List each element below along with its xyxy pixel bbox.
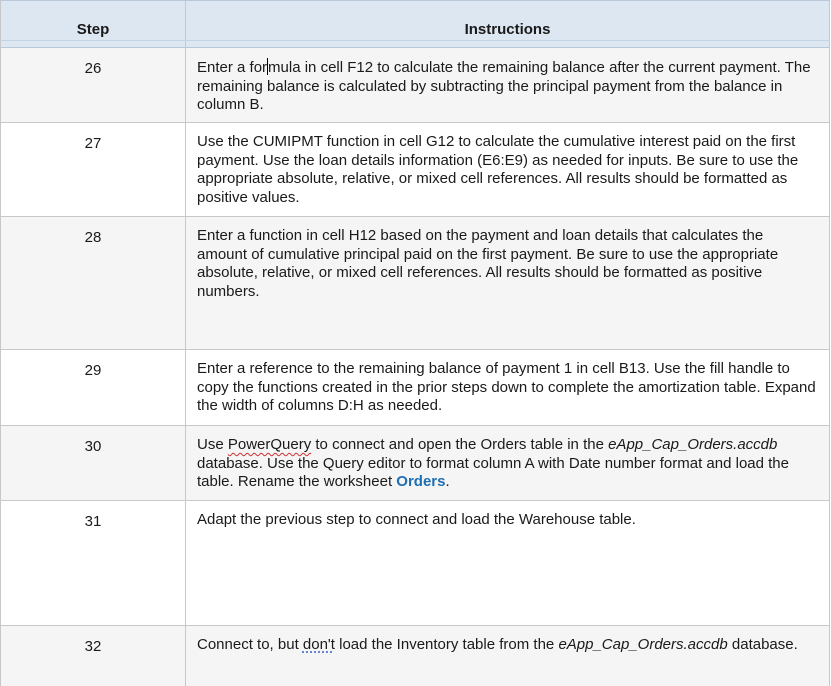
- instruction-text-part: mula in cell F12 to calculate the remaining balance after the current payment. The remaining balance is calculated by subtracting the principal payment from the balance in column B.: [197, 59, 811, 113]
- instruction-text-part: Use: [197, 436, 228, 453]
- instruction-text[interactable]: Adapt the previous step to connect and load the Warehouse table.: [186, 501, 830, 625]
- instruction-text[interactable]: [186, 626, 830, 686]
- step-column-header: Step: [1, 1, 186, 47]
- step-number: 30: [1, 426, 186, 500]
- step-number: 31: [1, 501, 186, 625]
- instructions-column-header: Instructions: [186, 1, 830, 47]
- table-row: [1, 426, 830, 501]
- database-filename: eApp_Cap_Orders.accdb: [608, 436, 778, 453]
- step-number: 27: [1, 123, 186, 216]
- spelling-flagged-word[interactable]: PowerQuery: [227, 436, 312, 453]
- instruction-text[interactable]: [186, 48, 830, 122]
- instruction-text-part: load the Inventory table from the: [334, 636, 559, 653]
- table-row: [1, 501, 830, 626]
- table-row: [1, 217, 830, 350]
- instruction-text-part: database. Use the Query editor to format column A with Date number format and load the table. Rename the worksheet: [197, 454, 789, 490]
- worksheet-name-orders[interactable]: Orders: [396, 473, 446, 490]
- instruction-text-part: Connect to, but: [197, 636, 303, 653]
- step-number: 28: [1, 217, 186, 349]
- instruction-text[interactable]: [186, 426, 830, 500]
- database-filename: eApp_Cap_Orders.accdb: [558, 636, 728, 653]
- instruction-text-part: Enter a for: [197, 59, 268, 76]
- table-row: [1, 350, 830, 426]
- table-row: [1, 626, 830, 686]
- instruction-text-part: .: [445, 473, 450, 490]
- instruction-text[interactable]: Use the CUMIPMT function in cell G12 to calculate the cumulative interest paid on the first payment. Use the loan details information (E6:E9) as needed for inputs. Be sure to use the appropriate absolute, relative, or mixed cell references. All results should be formatted as positive values.: [186, 123, 830, 216]
- table-header: [1, 0, 830, 48]
- step-number: 26: [1, 48, 186, 122]
- table-row: [1, 123, 830, 217]
- instruction-text[interactable]: Enter a reference to the remaining balance of payment 1 in cell B13. Use the fill handle to copy the functions created in the prior steps down to complete the amortization table. Expand the width of columns D:H as needed.: [186, 350, 830, 425]
- step-number: 29: [1, 350, 186, 425]
- grammar-flagged-word[interactable]: don't: [302, 636, 335, 653]
- table-row: [1, 48, 830, 123]
- instruction-text-part: to connect and open the Orders table in the: [311, 436, 609, 453]
- instruction-text-part: database.: [727, 636, 798, 653]
- step-number: 32: [1, 626, 186, 686]
- instruction-text[interactable]: Enter a function in cell H12 based on the payment and loan details that calculates the amount of cumulative principal paid on the first payment. Be sure to use the appropriate absolute, relative, or mixed cell references. All results should be formatted as positive numbers.: [186, 217, 830, 349]
